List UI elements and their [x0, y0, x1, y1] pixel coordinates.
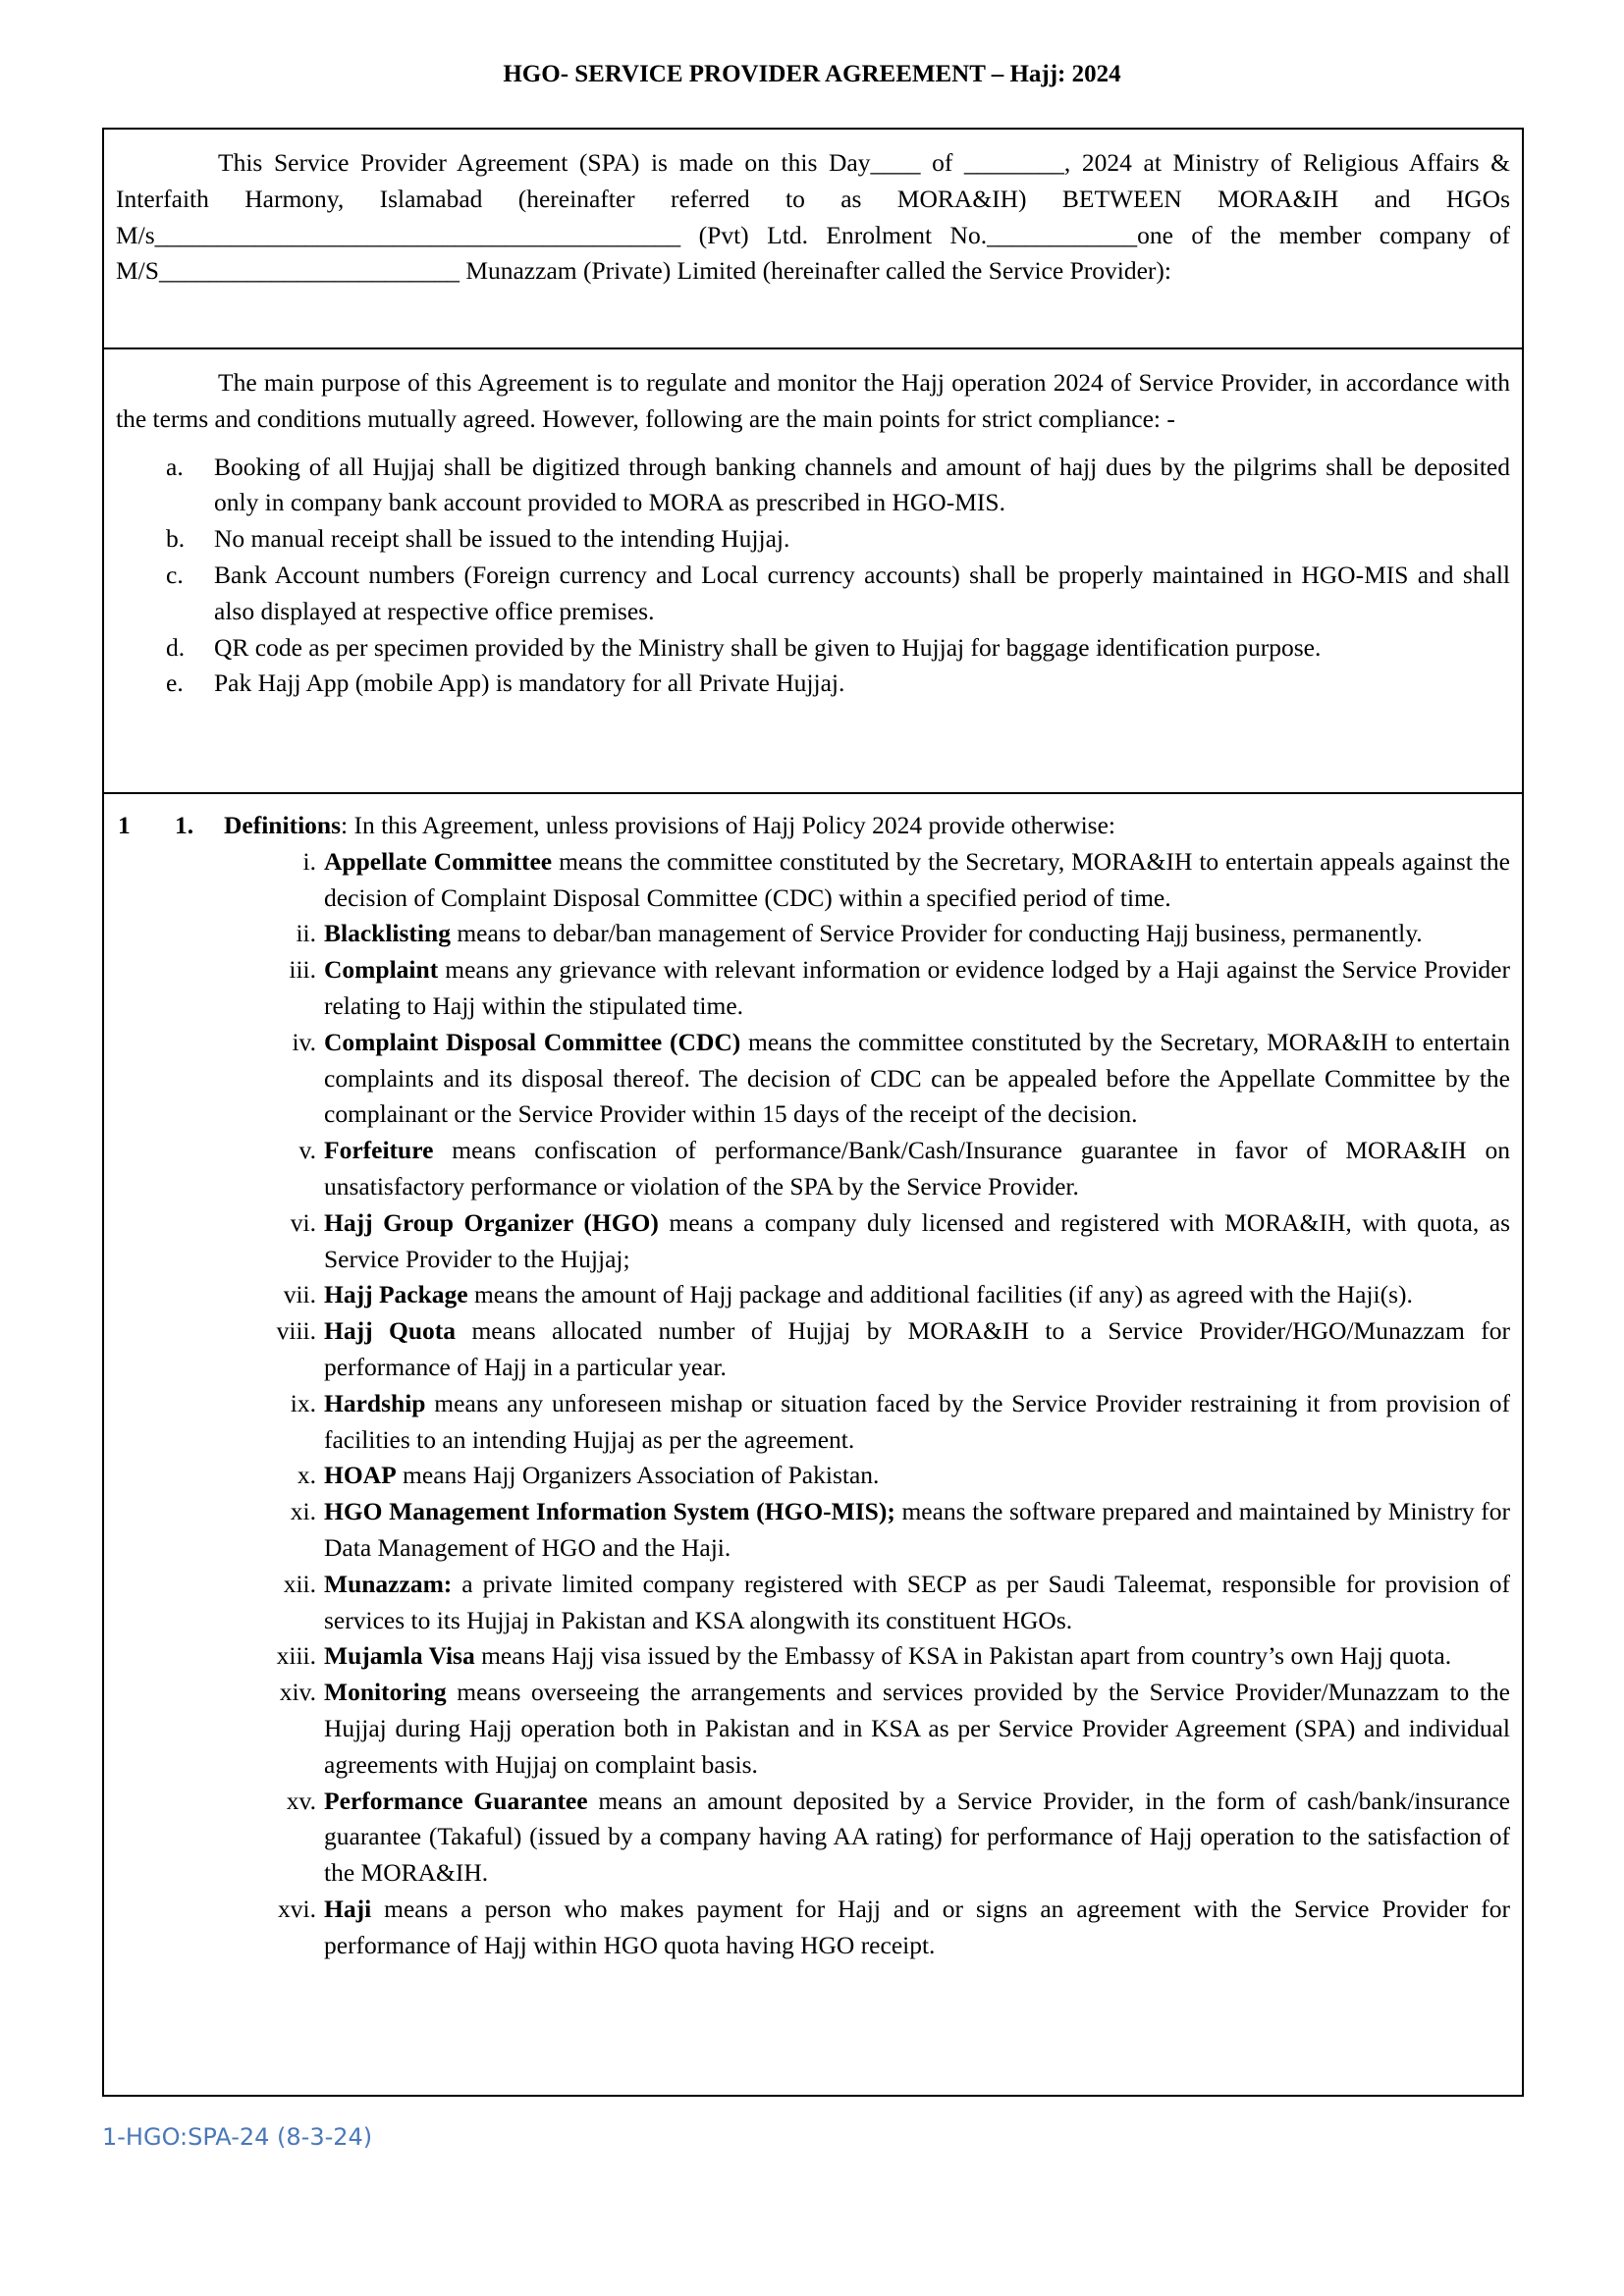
definition-term: Complaint Disposal Committee (CDC): [324, 1027, 741, 1056]
definition-text: means the committee constituted by the Secretary, MORA&IH to entertain complaints and its disposal thereof. The decision of CDC can be appealed before the Appellate Committee by the complainant or the Service Provider within 15 days of the receipt of the decision.: [324, 1027, 1510, 1129]
definition-term: HOAP: [324, 1461, 397, 1490]
definition-numeral: ii.: [296, 919, 316, 948]
definition-text: means the software prepared and maintained by Ministry for Data Management of HGO and the Haji.: [324, 1497, 1510, 1562]
point-marker: c.: [166, 560, 184, 589]
document-footer-code: 1-HGO:SPA-24 (8-3-24): [102, 2123, 373, 2151]
definition-term: Complaint: [324, 955, 439, 985]
definition-numeral: ix.: [290, 1388, 316, 1417]
definition-numeral: iv.: [292, 1027, 316, 1056]
point-marker: d.: [166, 632, 186, 662]
definition-numeral: xiii.: [276, 1641, 316, 1671]
definition-text: means an amount deposited by a Service Provider, in the form of cash/bank/insurance guarantee (Takaful) (issued by a company having AA rating) for performance of Hajj operation to the satisfaction of the MORA&IH.: [324, 1786, 1510, 1888]
definition-text: a private limited company registered with SECP as per Saudi Taleemat, responsible for provision of services to its Hujjaj in Pakistan and KSA alongwith its constituent HGOs.: [324, 1569, 1510, 1634]
definition-text: means the amount of Hajj package and additional facilities (if any) as agreed with the Haji(s).: [467, 1280, 1413, 1309]
definition-item: [155, 1277, 1510, 1313]
definition-item: [155, 1567, 1510, 1639]
definition-term: HGO Management Information System (HGO-MIS);: [324, 1497, 895, 1526]
point-text: Booking of all Hujjaj shall be digitized through banking channels and amount of hajj dues by the pilgrims shall be deposited only in company bank account provided to MORA as prescribed in HGO-MIS.: [214, 452, 1510, 517]
definition-numeral: xv.: [286, 1786, 316, 1815]
definition-term: Performance Guarantee: [324, 1786, 588, 1815]
definition-item: [155, 952, 1510, 1025]
definition-text: means to debar/ban management of Service Provider for conducting Hajj business, permanently.: [450, 919, 1423, 948]
definition-term: Appellate Committee: [324, 846, 553, 876]
point-marker: e.: [166, 668, 184, 698]
definition-item: [155, 1025, 1510, 1133]
definitions-section: [104, 794, 1522, 2095]
definition-item: [155, 1675, 1510, 1783]
definitions-list: [155, 844, 1510, 1964]
definition-text: means any grievance with relevant information or evidence lodged by a Haji against the Service Provider relating to Hajj within the stipulated time.: [324, 955, 1510, 1020]
list-item: [116, 521, 1510, 558]
definition-numeral: x.: [297, 1461, 316, 1490]
intro-paragraph: This Service Provider Agreement (SPA) is made on this Day____ of ________, 2024 at Ministry of Religious Affairs & Interfaith Harmony, Islamabad (hereinafter referred to as MORA&IH) BETWEEN MORA&IH and HGOs M/s__________________________________________ (Pvt) Ltd. Enrolment No.____________one of the member company of M/S________________________ Munazzam (Private) Limited (hereinafter called the Service Provider):: [116, 148, 1510, 286]
document-title: HGO- SERVICE PROVIDER AGREEMENT – Hajj: 2024: [503, 61, 1121, 87]
definition-numeral: iii.: [289, 955, 316, 985]
definition-item: [155, 1133, 1510, 1205]
definition-term: Forfeiture: [324, 1136, 434, 1165]
definition-item: [155, 916, 1510, 952]
compliance-points-list: [116, 450, 1510, 703]
definitions-body: [155, 808, 1510, 1964]
definition-text: means a person who makes payment for Hajj and or signs an agreement with the Service Provider for performance of Hajj within HGO quota having HGO receipt.: [324, 1894, 1510, 1959]
list-item: [116, 558, 1510, 630]
definitions-heading: [155, 808, 1510, 844]
definition-item: [155, 1784, 1510, 1892]
point-text: No manual receipt shall be issued to the intending Hujjaj.: [214, 524, 790, 554]
list-item: [116, 666, 1510, 702]
definition-numeral: xii.: [283, 1569, 316, 1598]
definition-term: Hajj Quota: [324, 1316, 457, 1346]
list-item: [116, 450, 1510, 522]
definition-term: Monitoring: [324, 1678, 447, 1707]
agreement-frame: [102, 128, 1524, 2097]
definition-numeral: xi.: [290, 1497, 316, 1526]
definition-text: means the committee constituted by the Secretary, MORA&IH to entertain appeals against the decision of Complaint Disposal Committee (CDC) within a specified period of time.: [324, 846, 1510, 912]
point-marker: b.: [166, 524, 186, 554]
definition-text: means allocated number of Hujjaj by MORA&IH to a Service Provider/HGO/Munazzam for performance of Hajj in a particular year.: [324, 1316, 1511, 1381]
definition-text: means overseeing the arrangements and services provided by the Service Provider/Munazzam to the Hujjaj during Hajj operation both in Pakistan and in KSA as per Service Provider Agreement (SPA) and individual agreements with Hujjaj on complaint basis.: [324, 1678, 1510, 1779]
definitions-label: Definitions: [224, 811, 342, 839]
definition-text: means a company duly licensed and registered with MORA&IH, with quota, as Service Provider to the Hujjaj;: [324, 1207, 1510, 1273]
definition-item: [155, 1458, 1510, 1494]
definition-numeral: vi.: [290, 1207, 316, 1237]
intro-section: [104, 130, 1522, 349]
definition-item: [155, 1313, 1510, 1386]
purpose-section: [104, 349, 1522, 794]
definition-term: Munazzam:: [324, 1569, 453, 1598]
point-text: QR code as per specimen provided by the Ministry shall be given to Hujjaj for baggage identification purpose.: [214, 632, 1322, 662]
purpose-paragraph: The main purpose of this Agreement is to regulate and monitor the Hajj operation 2024 of Service Provider, in accordance with the terms and conditions mutually agreed. However, following are the main points for strict compliance: -: [116, 368, 1510, 433]
definitions-number: 1.: [175, 811, 194, 839]
definition-term: Hajj Package: [324, 1280, 468, 1309]
definition-term: Haji: [324, 1894, 372, 1923]
list-item: [116, 630, 1510, 667]
definition-numeral: v.: [298, 1136, 316, 1165]
definition-numeral: xvi.: [278, 1894, 316, 1923]
point-text: Bank Account numbers (Foreign currency and Local currency accounts) shall be properly maintained in HGO-MIS and shall also displayed at respective office premises.: [214, 560, 1510, 625]
definition-numeral: xiv.: [279, 1678, 316, 1707]
definition-text: means Hajj Organizers Association of Pakistan.: [396, 1461, 880, 1490]
definition-item: [155, 1494, 1510, 1567]
definition-term: Mujamla Visa: [324, 1641, 475, 1671]
definition-item: [155, 1638, 1510, 1675]
definition-text: means any unforeseen mishap or situation faced by the Service Provider restraining it from provision of facilities to an intending Hujjaj as per the agreement.: [324, 1388, 1510, 1454]
point-marker: a.: [166, 452, 184, 481]
definition-item: [155, 1892, 1510, 1964]
definition-item: [155, 1205, 1510, 1278]
definition-item: [155, 1386, 1510, 1459]
definitions-intro-text: : In this Agreement, unless provisions of Hajj Policy 2024 provide otherwise:: [341, 811, 1115, 839]
definition-term: Hajj Group Organizer (HGO): [324, 1207, 659, 1237]
definition-numeral: i.: [302, 846, 316, 876]
definition-numeral: vii.: [283, 1280, 316, 1309]
section-number: 1: [118, 811, 131, 839]
definition-term: Blacklisting: [324, 919, 451, 948]
definition-text: means Hajj visa issued by the Embassy of KSA in Pakistan apart from country’s own Hajj quota.: [474, 1641, 1452, 1671]
point-text: Pak Hajj App (mobile App) is mandatory for all Private Hujjaj.: [214, 668, 845, 698]
definition-item: [155, 844, 1510, 917]
definition-text: means confiscation of performance/Bank/Cash/Insurance guarantee in favor of MORA&IH on unsatisfactory performance or violation of the SPA by the Service Provider.: [324, 1136, 1510, 1201]
definition-term: Hardship: [324, 1388, 426, 1417]
definition-numeral: viii.: [276, 1316, 316, 1346]
